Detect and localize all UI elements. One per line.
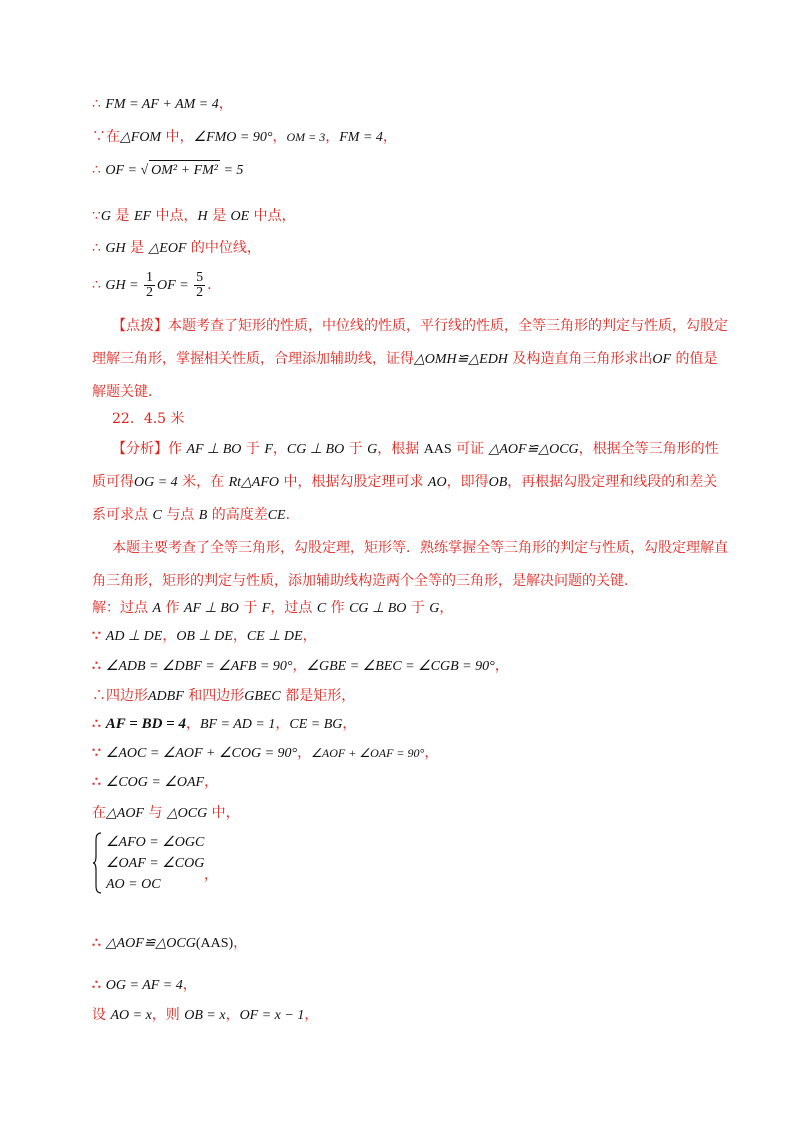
- therefore-symbol: ∴: [92, 96, 106, 112]
- fenxi-tag: 【分析】: [112, 441, 168, 457]
- solution-line: [92, 206, 296, 227]
- solution-line: ∵ ∠AOC = ∠AOF + ∠COG = 90°，∠AOF + ∠OAF = 90°，: [92, 745, 439, 761]
- equation-row: AO = OC: [106, 877, 161, 892]
- dianbo-text: 的值是解题关键．: [92, 351, 718, 400]
- solution-line: ∴ OG = AF = 4，: [92, 977, 197, 993]
- dianbo-paragraph: [92, 310, 728, 409]
- summary-paragraph: [92, 532, 728, 598]
- punctuation: ．: [207, 277, 222, 293]
- sqrt-radicand: OM² + FM²: [149, 160, 220, 181]
- fraction: $\frac{1}{2}$: [146, 269, 154, 300]
- math-expression: △EOF: [148, 241, 187, 256]
- math-expression: ∠FMO = 90°: [193, 130, 273, 145]
- math-expression: OF =: [105, 163, 141, 178]
- solution-line: ∴ AF = BD = 4，BF = AD = 1，CE = BG，: [92, 716, 357, 732]
- math-expression: GH =: [105, 278, 143, 293]
- solution-line: ∴ ∠ADB = ∠DBF = ∠AFB = 90°，∠GBE = ∠BEC = ∠CGB = 90°，: [92, 658, 509, 674]
- math-expression: OM = 3: [286, 130, 326, 144]
- solution-line: 设 AO = x，则 OB = x，OF = x − 1，: [92, 1007, 319, 1023]
- solution-line: [92, 268, 221, 303]
- therefore-symbol: ∴: [92, 162, 106, 178]
- therefore-symbol: ∴: [92, 240, 106, 256]
- math-expression: OF =: [157, 278, 193, 293]
- punctuation: ，: [325, 129, 340, 145]
- text: 中，: [161, 129, 194, 145]
- solution-line: ∴ △AOF≌△OCG(AAS)，: [92, 935, 248, 951]
- dianbo-text: 本题考查了矩形的性质，中位线的性质，平行线的性质，全等三角形的判定与性质，勾股定理解三角形，掌握相关性质，合理添加辅助线，证得: [92, 318, 728, 367]
- math-expression: FM = 4: [339, 130, 383, 145]
- text: 是: [207, 208, 231, 224]
- because-symbol: ∵: [92, 208, 101, 224]
- punctuation: ，: [218, 96, 233, 112]
- math-expression: = 5: [219, 163, 244, 178]
- math-expression: H: [197, 209, 208, 224]
- solution-line: [92, 94, 233, 115]
- sqrt-sign: √: [140, 163, 149, 178]
- math-expression: EF: [133, 209, 152, 224]
- punctuation: ，: [204, 867, 218, 883]
- math-expression: FM = AF + AM = 4: [105, 97, 219, 112]
- equation-row: ∠AFO = ∠OGC: [106, 835, 205, 850]
- dianbo-tag: 【点拨】: [112, 318, 168, 334]
- solution-line: [92, 238, 261, 259]
- dianbo-text: 及构造直角三角形求出: [507, 351, 653, 367]
- equation-row: ∠OAF = ∠COG: [106, 856, 205, 871]
- solution-line: 解：过点 A 作 AF ⊥ BO 于 F，过点 C 作 CG ⊥ BO 于 G，: [92, 600, 454, 616]
- solution-line: ∴ ∠COG = ∠OAF，: [92, 774, 219, 790]
- fenxi-paragraph: 【分析】作 AF ⊥ BO 于 F，CG ⊥ BO 于 G，根据 AAS 可证 △AOF≌△OCG，根据全等三角形的性质可得OG = 4 米，在 Rt△AFO 中，根据勾股定理可求 AO，即得OB，再根据勾股定理和线段的和差关系可求点 C 与点 B 的高度差CE．: [92, 441, 719, 523]
- punctuation: ，: [272, 129, 287, 145]
- text: 中点，: [249, 208, 296, 224]
- left-brace-icon: [92, 832, 102, 894]
- text: 中点，: [151, 208, 198, 224]
- summary-text: 本题主要考查了全等三角形，勾股定理，矩形等．熟练掌握全等三角形的判定与性质，勾股定理解直角三角形，矩形的判定与性质，添加辅助线构造两个全等的三角形，是解决问题的关键．: [92, 540, 728, 589]
- solution-line: 在△AOF 与 △OCG 中，: [92, 805, 240, 821]
- math-expression: OE: [230, 209, 250, 224]
- math-expression: G: [100, 209, 112, 224]
- math-expression: GH: [105, 241, 126, 256]
- math-expression: △OMH≌△EDH: [414, 352, 508, 367]
- solution-line: [92, 127, 397, 148]
- math-expression: △FOM: [120, 130, 162, 145]
- question-number: 22．4.5 米: [112, 411, 185, 427]
- text: 的中位线，: [186, 240, 261, 256]
- text: 是: [125, 240, 149, 256]
- therefore-symbol: ∴: [92, 277, 106, 293]
- solution-line: ∴四边形ADBF 和四边形GBEC 都是矩形，: [92, 688, 356, 704]
- fraction: $\frac{5}{2}$: [196, 269, 204, 300]
- because-text: ∵在: [92, 129, 120, 145]
- text: 是: [111, 208, 134, 224]
- solution-line: [92, 160, 243, 181]
- math-expression: OF: [652, 352, 672, 367]
- punctuation: ，: [382, 129, 397, 145]
- solution-line: ∵ AD ⊥ DE，OB ⊥ DE，CE ⊥ DE，: [92, 628, 317, 644]
